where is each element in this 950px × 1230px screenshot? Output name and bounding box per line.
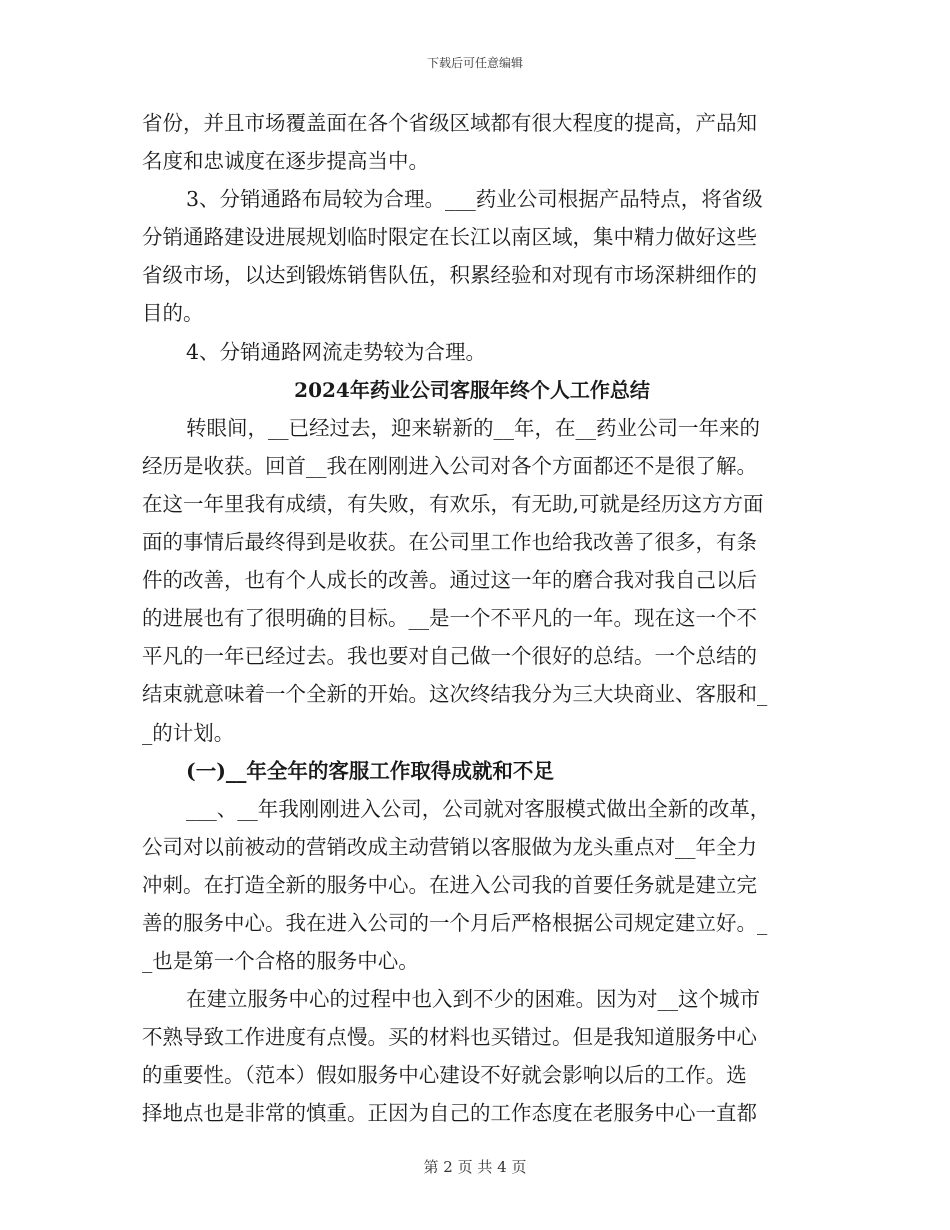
text-line: 的重要性。（范本）假如服务中心建设不好就会影响以后的工作。选 xyxy=(142,1063,747,1088)
text-line: 不熟导致工作进度有点慢。买的材料也买错过。但是我知道服务中心 xyxy=(142,1025,757,1050)
document-body xyxy=(142,104,802,1133)
text-line: 面的事情后最终得到是收获。在公司里工作也给我改善了很多，有条 xyxy=(142,530,757,555)
text-line: 件的改善，也有个人成长的改善。通过这一年的磨合我对我自己以后 xyxy=(142,568,757,593)
document-title: 2024年药业公司客服年终个人工作总结 xyxy=(294,377,650,402)
text-line: 4、分销通路网流走势较为合理。 xyxy=(186,339,487,364)
text-line: _的计划。 xyxy=(142,720,235,745)
page-number-footer: 第 2 页 共 4 页 xyxy=(423,1158,527,1176)
text-line: 公司对以前被动的营销改成主动营销以客服做为龙头重点对__年全力 xyxy=(142,834,757,859)
text-line: 转眼间，__已经过去，迎来崭新的__年，在__药业公司一年来的 xyxy=(186,415,760,440)
text-line: 的进展也有了很明确的目标。__是一个不平凡的一年。现在这一个不 xyxy=(142,606,757,631)
section-heading: (一)__年全年的客服工作取得成就和不足 xyxy=(186,758,554,783)
text-line: 省份，并且市场覆盖面在各个省级区域都有很大程度的提高，产品知 xyxy=(142,111,757,135)
text-line: 省级市场，以达到锻炼销售队伍，积累经验和对现有市场深耕细作的 xyxy=(142,263,757,288)
text-line: 善的服务中心。我在进入公司的一个月后严格根据公司规定建立好。_ xyxy=(142,910,768,935)
text-line: 经历是收获。回首__我在刚刚进入公司对各个方面都还不是很了解。 xyxy=(142,453,757,478)
text-line: 分销通路建设进展规划临时限定在长江以南区域，集中精力做好这些 xyxy=(142,225,757,250)
text-line: 3、分销通路布局较为合理。___药业公司根据产品特点，将省级 xyxy=(186,187,763,212)
text-line: 在这一年里我有成绩，有失败，有欢乐，有无助,可就是经历这方方面 xyxy=(142,491,764,516)
text-line: 平凡的一年已经过去。我也要对自己做一个很好的总结。一个总结的 xyxy=(142,644,757,669)
text-line: 结束就意味着一个全新的开始。这次终结我分为三大块商业、客服和_ xyxy=(142,682,768,707)
text-line: 择地点也是非常的慎重。正因为自己的工作态度在老服务中心一直都 xyxy=(142,1101,757,1126)
text-line: 名度和忠诚度在逐步提高当中。 xyxy=(142,149,429,174)
text-line: ___、__年我刚刚进入公司，公司就对客服模式做出全新的改革， xyxy=(186,796,771,821)
text-line: 冲刺。在打造全新的服务中心。在进入公司我的首要任务就是建立完 xyxy=(142,872,757,897)
text-line: 目的。 xyxy=(142,301,204,326)
text-line: _也是第一个合格的服务中心。 xyxy=(142,949,419,974)
page-header-note: 下载后可任意编辑 xyxy=(426,56,523,70)
text-line: 在建立服务中心的过程中也入到不少的困难。因为对__这个城市 xyxy=(186,987,760,1012)
